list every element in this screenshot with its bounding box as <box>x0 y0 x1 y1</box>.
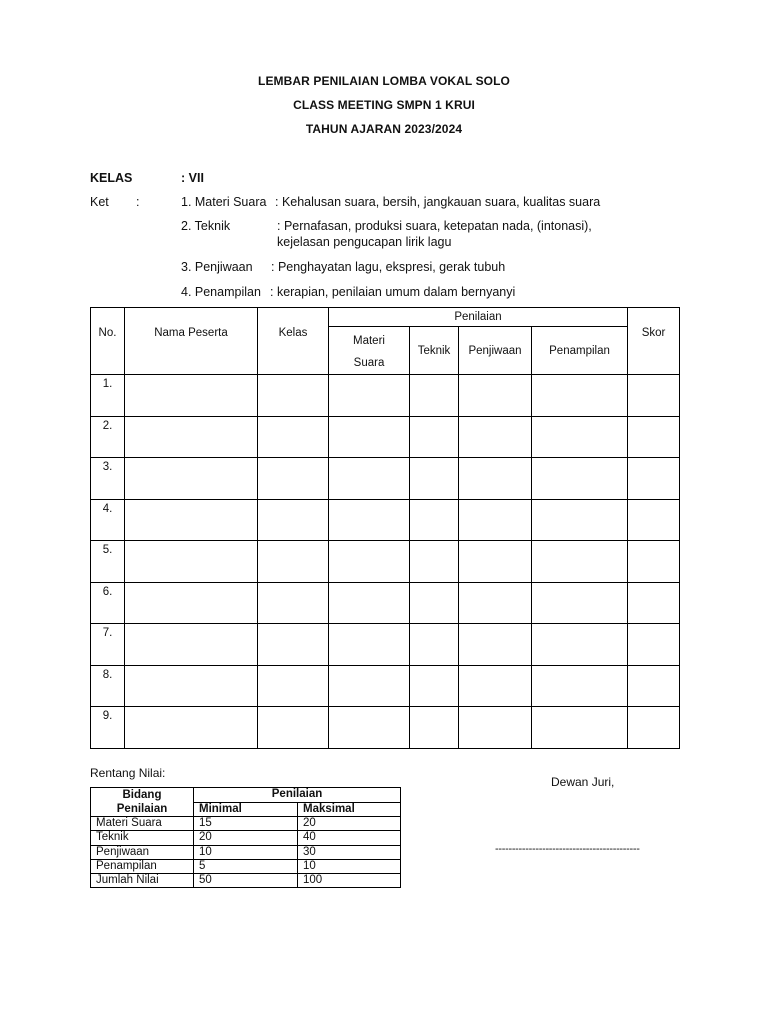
cell-kelas <box>258 665 329 707</box>
cell-teknik <box>410 582 459 624</box>
cell-skor <box>628 665 680 707</box>
ket-desc-teknik-cont: kejelasan pengucapan lirik lagu <box>277 235 452 249</box>
range-header-bidang <box>91 788 194 817</box>
range-max: 10 <box>298 859 401 873</box>
ket-term-penampilan: 4. Penampilan <box>181 285 261 299</box>
row-number: 3. <box>91 458 125 500</box>
range-header-bidang-line1: Bidang <box>122 789 162 801</box>
cell-teknik <box>410 665 459 707</box>
cell-nama <box>125 458 258 500</box>
cell-penampilan <box>532 665 628 707</box>
cell-penjiwaan <box>459 665 532 707</box>
range-max: 30 <box>298 845 401 859</box>
col-header-nama: Nama Peserta <box>125 308 258 375</box>
rentang-title: Rentang Nilai: <box>90 766 166 780</box>
cell-kelas <box>258 499 329 541</box>
cell-skor <box>628 375 680 417</box>
range-min: 15 <box>194 817 298 831</box>
cell-kelas <box>258 375 329 417</box>
cell-materi-suara <box>329 707 410 749</box>
col-header-materi-suara <box>329 327 410 375</box>
cell-teknik <box>410 416 459 458</box>
table-row <box>91 707 680 749</box>
range-bidang: Jumlah Nilai <box>91 874 194 888</box>
col-header-penjiwaan: Penjiwaan <box>459 327 532 375</box>
cell-penampilan <box>532 707 628 749</box>
range-header-minimal: Minimal <box>194 802 298 817</box>
cell-materi-suara <box>329 665 410 707</box>
cell-penampilan <box>532 416 628 458</box>
cell-nama <box>125 416 258 458</box>
col-header-kelas: Kelas <box>258 308 329 375</box>
cell-kelas <box>258 458 329 500</box>
row-number: 4. <box>91 499 125 541</box>
cell-penampilan <box>532 458 628 500</box>
cell-skor <box>628 582 680 624</box>
range-row <box>91 817 401 831</box>
range-min: 20 <box>194 831 298 845</box>
row-number: 6. <box>91 582 125 624</box>
ket-term-teknik: 2. Teknik <box>181 219 231 233</box>
cell-nama <box>125 707 258 749</box>
signature-line: ------------------------------------------- <box>495 843 640 855</box>
range-min: 10 <box>194 845 298 859</box>
cell-teknik <box>410 707 459 749</box>
cell-materi-suara <box>329 458 410 500</box>
cell-skor <box>628 416 680 458</box>
ket-term-penjiwaan: 3. Penjiwaan <box>181 260 253 274</box>
range-max: 100 <box>298 874 401 888</box>
table-row <box>91 416 680 458</box>
range-table <box>90 787 401 888</box>
cell-penjiwaan <box>459 416 532 458</box>
scoring-table <box>90 307 680 749</box>
range-min: 50 <box>194 874 298 888</box>
cell-materi-suara <box>329 541 410 583</box>
row-number: 9. <box>91 707 125 749</box>
range-bidang: Teknik <box>91 831 194 845</box>
cell-penampilan <box>532 541 628 583</box>
cell-skor <box>628 624 680 666</box>
row-number: 2. <box>91 416 125 458</box>
cell-penampilan <box>532 582 628 624</box>
cell-penjiwaan <box>459 541 532 583</box>
cell-skor <box>628 458 680 500</box>
cell-materi-suara <box>329 375 410 417</box>
range-row <box>91 859 401 873</box>
cell-materi-suara <box>329 624 410 666</box>
cell-materi-suara <box>329 499 410 541</box>
table-row <box>91 458 680 500</box>
ket-desc-materi: : Kehalusan suara, bersih, jangkauan suara, kualitas suara <box>275 195 601 209</box>
cell-nama <box>125 665 258 707</box>
cell-nama <box>125 499 258 541</box>
doc-subtitle: CLASS MEETING SMPN 1 KRUI <box>293 98 475 112</box>
doc-year: TAHUN AJARAN 2023/2024 <box>305 122 463 136</box>
cell-penampilan <box>532 624 628 666</box>
doc-title: LEMBAR PENILAIAN LOMBA VOKAL SOLO <box>258 74 510 88</box>
dewan-juri-label: Dewan Juri, <box>551 775 615 789</box>
cell-penjiwaan <box>459 499 532 541</box>
cell-materi-suara <box>329 582 410 624</box>
range-bidang: Penjiwaan <box>91 845 194 859</box>
col-header-penilaian: Penilaian <box>329 308 628 327</box>
range-bidang: Materi Suara <box>91 817 194 831</box>
col-header-teknik: Teknik <box>410 327 459 375</box>
range-header-maksimal: Maksimal <box>298 802 401 817</box>
cell-teknik <box>410 499 459 541</box>
cell-nama <box>125 624 258 666</box>
range-header-bidang-line2: Penilaian <box>116 803 168 815</box>
scoring-rows <box>91 375 680 749</box>
table-row <box>91 499 680 541</box>
table-row <box>91 582 680 624</box>
cell-teknik <box>410 541 459 583</box>
row-number: 8. <box>91 665 125 707</box>
range-bidang: Penampilan <box>91 859 194 873</box>
cell-skor <box>628 707 680 749</box>
cell-materi-suara <box>329 416 410 458</box>
cell-nama <box>125 541 258 583</box>
cell-kelas <box>258 541 329 583</box>
cell-skor <box>628 541 680 583</box>
cell-penjiwaan <box>459 707 532 749</box>
range-max: 40 <box>298 831 401 845</box>
ket-colon: : <box>136 195 140 209</box>
range-min: 5 <box>194 859 298 873</box>
cell-kelas <box>258 416 329 458</box>
range-row <box>91 874 401 888</box>
col-header-materi-line2: Suara <box>353 357 385 369</box>
cell-teknik <box>410 624 459 666</box>
range-rows <box>91 817 401 888</box>
range-header-penilaian: Penilaian <box>194 788 401 803</box>
row-number: 5. <box>91 541 125 583</box>
cell-penjiwaan <box>459 624 532 666</box>
cell-penampilan <box>532 499 628 541</box>
cell-teknik <box>410 458 459 500</box>
cell-kelas <box>258 624 329 666</box>
kelas-value: : VII <box>181 171 204 185</box>
cell-penjiwaan <box>459 375 532 417</box>
row-number: 7. <box>91 624 125 666</box>
ket-label: Ket <box>90 195 109 209</box>
table-row <box>91 375 680 417</box>
cell-nama <box>125 582 258 624</box>
table-row <box>91 665 680 707</box>
range-row <box>91 845 401 859</box>
cell-teknik <box>410 375 459 417</box>
cell-penjiwaan <box>459 582 532 624</box>
table-row <box>91 541 680 583</box>
cell-nama <box>125 375 258 417</box>
cell-kelas <box>258 707 329 749</box>
ket-desc-teknik: : Pernafasan, produksi suara, ketepatan nada, (intonasi), <box>277 219 592 233</box>
col-header-no: No. <box>91 308 125 375</box>
col-header-skor: Skor <box>628 308 680 375</box>
range-row <box>91 831 401 845</box>
cell-skor <box>628 499 680 541</box>
cell-penjiwaan <box>459 458 532 500</box>
table-row <box>91 624 680 666</box>
cell-kelas <box>258 582 329 624</box>
range-max: 20 <box>298 817 401 831</box>
kelas-label: KELAS <box>90 171 133 185</box>
ket-term-materi: 1. Materi Suara <box>181 195 267 209</box>
col-header-penampilan: Penampilan <box>532 327 628 375</box>
cell-penampilan <box>532 375 628 417</box>
ket-desc-penampilan: : kerapian, penilaian umum dalam bernyanyi <box>270 285 516 299</box>
ket-desc-penjiwaan: : Penghayatan lagu, ekspresi, gerak tubuh <box>271 260 506 274</box>
row-number: 1. <box>91 375 125 417</box>
col-header-materi-line1: Materi <box>353 335 385 347</box>
